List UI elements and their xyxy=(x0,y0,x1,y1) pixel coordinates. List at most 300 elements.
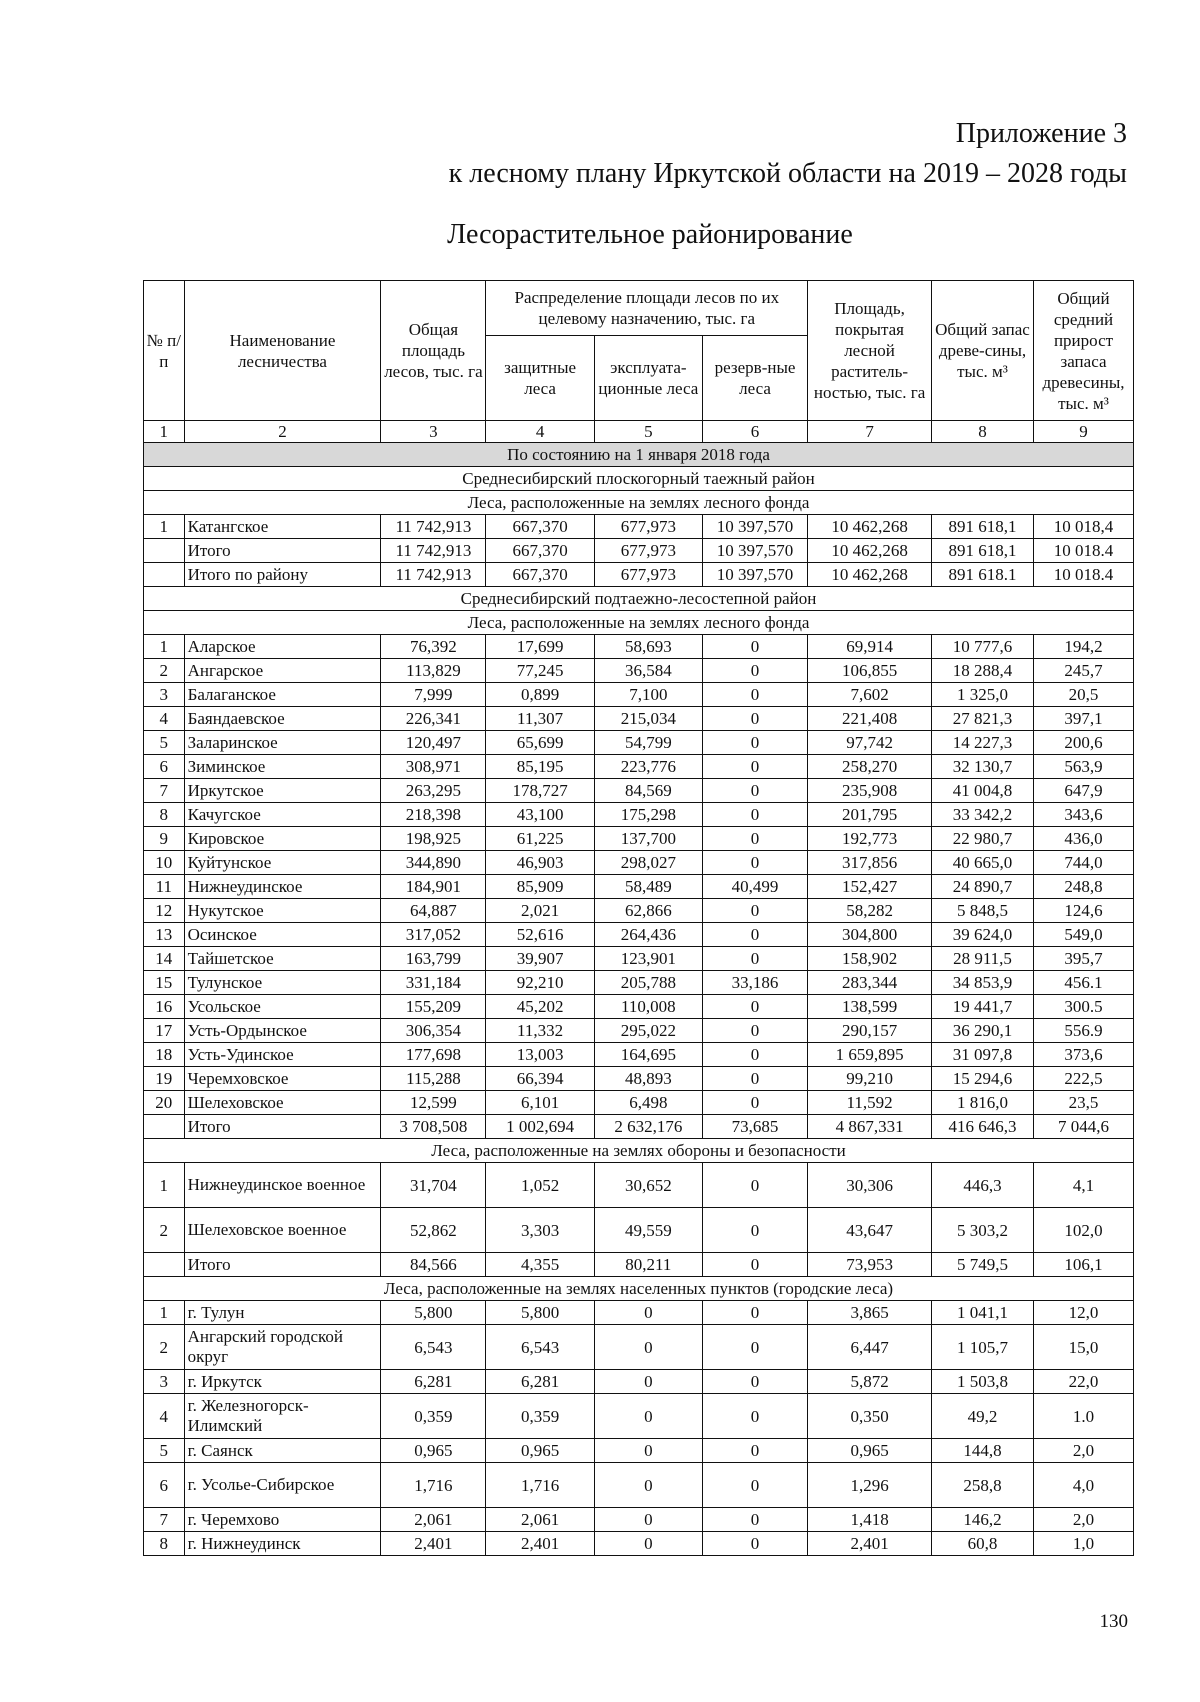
table-cell: 0,359 xyxy=(486,1394,594,1439)
table-cell: 24 890,7 xyxy=(932,875,1034,899)
table-cell: 10 777,6 xyxy=(932,635,1034,659)
table-cell: 10 462,268 xyxy=(808,563,932,587)
table-cell: 20 xyxy=(144,1091,185,1115)
table-cell: 0 xyxy=(594,1532,702,1556)
table-cell: 1.0 xyxy=(1034,1394,1134,1439)
table-cell: 397,1 xyxy=(1034,707,1134,731)
land-category: Леса, расположенные на землях лесного фонда xyxy=(144,611,1134,635)
table-cell: 1 503,8 xyxy=(932,1370,1034,1394)
table-cell: 0 xyxy=(702,1163,807,1208)
table-cell: 11,592 xyxy=(808,1091,932,1115)
table-cell: 0 xyxy=(702,1043,807,1067)
table-cell: 30,306 xyxy=(808,1163,932,1208)
table-cell: 58,282 xyxy=(808,899,932,923)
table-cell: 0 xyxy=(702,683,807,707)
table-cell: 0 xyxy=(702,1325,807,1370)
table-cell: 5,800 xyxy=(381,1301,486,1325)
table-cell: 194,2 xyxy=(1034,635,1134,659)
table-cell: 0 xyxy=(594,1370,702,1394)
table-cell: 158,902 xyxy=(808,947,932,971)
table-cell: 11 742,913 xyxy=(381,515,486,539)
table-cell: 144,8 xyxy=(932,1439,1034,1463)
table-row xyxy=(144,1532,1134,1556)
table-cell: 39,907 xyxy=(486,947,594,971)
table-cell: 0 xyxy=(702,1067,807,1091)
table-cell: 10 xyxy=(144,851,185,875)
table-cell: 667,370 xyxy=(486,515,594,539)
table-cell: 0,359 xyxy=(381,1394,486,1439)
table-cell: 0 xyxy=(702,1370,807,1394)
table-row xyxy=(144,1439,1134,1463)
table-cell: 49,559 xyxy=(594,1208,702,1253)
table-row xyxy=(144,827,1134,851)
table-cell: 11,332 xyxy=(486,1019,594,1043)
table-cell: 18 288,4 xyxy=(932,659,1034,683)
table-cell: 0 xyxy=(702,659,807,683)
table-cell: 4 xyxy=(144,1394,185,1439)
table-cell: 5,872 xyxy=(808,1370,932,1394)
header-protective: защитные леса xyxy=(486,336,594,421)
table-cell: 27 821,3 xyxy=(932,707,1034,731)
table-cell: 0,965 xyxy=(381,1439,486,1463)
forestry-name: Качугское xyxy=(184,803,381,827)
table-cell: 677,973 xyxy=(594,563,702,587)
table-cell: 6,101 xyxy=(486,1091,594,1115)
table-cell: 344,890 xyxy=(381,851,486,875)
forestry-name: Зиминское xyxy=(184,755,381,779)
table-cell: 3 xyxy=(144,683,185,707)
table-cell: 7 044,6 xyxy=(1034,1115,1134,1139)
table-cell: 84,569 xyxy=(594,779,702,803)
forestry-name: Заларинское xyxy=(184,731,381,755)
table-cell: 102,0 xyxy=(1034,1208,1134,1253)
table-cell: 10 397,570 xyxy=(702,539,807,563)
forestry-name: Иркутское xyxy=(184,779,381,803)
header-num: № п/п xyxy=(144,281,185,421)
table-cell: 295,022 xyxy=(594,1019,702,1043)
table-cell: 3 708,508 xyxy=(381,1115,486,1139)
forestry-name: Осинское xyxy=(184,923,381,947)
table-row xyxy=(144,803,1134,827)
column-number: 7 xyxy=(808,421,932,443)
table-row xyxy=(144,947,1134,971)
table-cell: 2,401 xyxy=(486,1532,594,1556)
table-cell: 138,599 xyxy=(808,995,932,1019)
table-cell: 15 294,6 xyxy=(932,1067,1034,1091)
appendix-reference: к лесному плану Иркутской области на 2019 – 2028 годы xyxy=(448,158,1127,189)
table-cell: 41 004,8 xyxy=(932,779,1034,803)
forestry-name: Итого по району xyxy=(184,563,381,587)
table-cell: 373,6 xyxy=(1034,1043,1134,1067)
table-cell: 0 xyxy=(702,1253,807,1277)
table-cell: 19 441,7 xyxy=(932,995,1034,1019)
table-cell: 0 xyxy=(702,1091,807,1115)
land-category: Леса, расположенные на землях населенных пунктов (городские леса) xyxy=(144,1277,1134,1301)
table-cell: 2,021 xyxy=(486,899,594,923)
table-cell: 43,100 xyxy=(486,803,594,827)
table-cell: 1 816,0 xyxy=(932,1091,1034,1115)
table-cell: 298,027 xyxy=(594,851,702,875)
table-cell: 77,245 xyxy=(486,659,594,683)
table-cell: 6,281 xyxy=(486,1370,594,1394)
table-cell: 31 097,8 xyxy=(932,1043,1034,1067)
table-cell: 549,0 xyxy=(1034,923,1134,947)
table-cell: 34 853,9 xyxy=(932,971,1034,995)
table-row xyxy=(144,755,1134,779)
table-cell: 80,211 xyxy=(594,1253,702,1277)
table-cell: 1 xyxy=(144,1301,185,1325)
table-cell: 0 xyxy=(594,1301,702,1325)
forestry-name: Усть-Ордынское xyxy=(184,1019,381,1043)
table-cell: 248,8 xyxy=(1034,875,1134,899)
table-cell: 31,704 xyxy=(381,1163,486,1208)
table-row xyxy=(144,515,1134,539)
table-cell: 891 618,1 xyxy=(932,539,1034,563)
table-row xyxy=(144,1208,1134,1253)
header-avg-increment: Общий средний прирост запаса древесины, тыс. м³ xyxy=(1034,281,1134,421)
table-row xyxy=(144,1253,1134,1277)
table-cell: 84,566 xyxy=(381,1253,486,1277)
table-cell: 290,157 xyxy=(808,1019,932,1043)
table-cell: 198,925 xyxy=(381,827,486,851)
forestry-name: Усольское xyxy=(184,995,381,1019)
table-row xyxy=(144,659,1134,683)
table-cell: 11 742,913 xyxy=(381,539,486,563)
table-cell: 0 xyxy=(702,707,807,731)
table-cell: 1 xyxy=(144,515,185,539)
table-cell: 215,034 xyxy=(594,707,702,731)
table-cell: 456.1 xyxy=(1034,971,1134,995)
table-cell: 45,202 xyxy=(486,995,594,1019)
table-cell: 15 xyxy=(144,971,185,995)
table-row xyxy=(144,1115,1134,1139)
table-row xyxy=(144,875,1134,899)
table-cell: 14 xyxy=(144,947,185,971)
forestry-name: Тулунское xyxy=(184,971,381,995)
column-number: 4 xyxy=(486,421,594,443)
table-cell: 3 xyxy=(144,1370,185,1394)
table-cell: 10 018,4 xyxy=(1034,515,1134,539)
table-cell: 19 xyxy=(144,1067,185,1091)
table-row xyxy=(144,1067,1134,1091)
appendix-caption xyxy=(449,114,1127,194)
table-cell: 54,799 xyxy=(594,731,702,755)
table-row xyxy=(144,707,1134,731)
table-cell: 0,899 xyxy=(486,683,594,707)
table-cell: 10 462,268 xyxy=(808,515,932,539)
forestry-name: г. Железногорск-Илимский xyxy=(184,1394,381,1439)
table-cell: 6,447 xyxy=(808,1325,932,1370)
table-cell: 36 290,1 xyxy=(932,1019,1034,1043)
region-title-row xyxy=(144,587,1134,611)
table-cell: 0 xyxy=(702,779,807,803)
table-cell: 300.5 xyxy=(1034,995,1134,1019)
forestry-name: Черемховское xyxy=(184,1067,381,1091)
table-cell: 4,355 xyxy=(486,1253,594,1277)
table-cell: 2,401 xyxy=(381,1532,486,1556)
table-row xyxy=(144,1370,1134,1394)
table-cell: 891 618.1 xyxy=(932,563,1034,587)
table-cell: 258,270 xyxy=(808,755,932,779)
table-row xyxy=(144,1463,1134,1508)
region-title: Среднесибирский подтаежно-лесостепной район xyxy=(144,587,1134,611)
table-cell: 85,909 xyxy=(486,875,594,899)
table-cell: 6,498 xyxy=(594,1091,702,1115)
table-cell: 223,776 xyxy=(594,755,702,779)
table-cell: 6 xyxy=(144,755,185,779)
table-cell: 245,7 xyxy=(1034,659,1134,683)
table-cell: 48,893 xyxy=(594,1067,702,1091)
table-cell: 73,685 xyxy=(702,1115,807,1139)
table-cell: 1 325,0 xyxy=(932,683,1034,707)
table-cell: 235,908 xyxy=(808,779,932,803)
table-body xyxy=(144,421,1134,1556)
table-cell: 218,398 xyxy=(381,803,486,827)
table-cell: 1 659,895 xyxy=(808,1043,932,1067)
table-cell: 7 xyxy=(144,1508,185,1532)
table-cell: 39 624,0 xyxy=(932,923,1034,947)
forestry-name: г. Черемхово xyxy=(184,1508,381,1532)
table-cell: 0 xyxy=(702,803,807,827)
table-cell: 17 xyxy=(144,1019,185,1043)
column-number: 8 xyxy=(932,421,1034,443)
table-row xyxy=(144,851,1134,875)
table-cell: 0 xyxy=(702,731,807,755)
forestry-name: Ангарское xyxy=(184,659,381,683)
land-category: Леса, расположенные на землях лесного фонда xyxy=(144,491,1134,515)
column-number: 9 xyxy=(1034,421,1134,443)
header-exploitation: эксплуата-ционные леса xyxy=(594,336,702,421)
forestry-name: Шелеховское военное xyxy=(184,1208,381,1253)
table-row xyxy=(144,683,1134,707)
land-category-row xyxy=(144,1139,1134,1163)
column-number: 1 xyxy=(144,421,185,443)
forest-zoning-table xyxy=(143,280,1134,1556)
table-cell: 647,9 xyxy=(1034,779,1134,803)
table-cell: 120,497 xyxy=(381,731,486,755)
table-cell xyxy=(144,1115,185,1139)
table-row xyxy=(144,779,1134,803)
table-cell: 58,693 xyxy=(594,635,702,659)
table-row xyxy=(144,539,1134,563)
forestry-name: г. Саянск xyxy=(184,1439,381,1463)
table-row xyxy=(144,923,1134,947)
table-cell: 60,8 xyxy=(932,1532,1034,1556)
region-title-row xyxy=(144,467,1134,491)
table-cell: 263,295 xyxy=(381,779,486,803)
table-cell: 6,543 xyxy=(486,1325,594,1370)
table-cell: 0 xyxy=(702,947,807,971)
table-cell: 2,061 xyxy=(486,1508,594,1532)
region-title: Среднесибирский плоскогорный таежный район xyxy=(144,467,1134,491)
table-cell: 1,716 xyxy=(486,1463,594,1508)
table-cell: 1 xyxy=(144,1163,185,1208)
table-cell: 0 xyxy=(702,1532,807,1556)
land-category: Леса, расположенные на землях обороны и безопасности xyxy=(144,1139,1134,1163)
table-cell: 14 227,3 xyxy=(932,731,1034,755)
forestry-name: Нукутское xyxy=(184,899,381,923)
table-cell: 97,742 xyxy=(808,731,932,755)
table-cell: 0 xyxy=(702,635,807,659)
table-cell: 6,543 xyxy=(381,1325,486,1370)
land-category-row xyxy=(144,611,1134,635)
forestry-name: г. Иркутск xyxy=(184,1370,381,1394)
table-cell: 12,0 xyxy=(1034,1301,1134,1325)
table-cell: 30,652 xyxy=(594,1163,702,1208)
table-cell: 5 848,5 xyxy=(932,899,1034,923)
table-cell: 201,795 xyxy=(808,803,932,827)
table-cell: 258,8 xyxy=(932,1463,1034,1508)
table-cell: 222,5 xyxy=(1034,1067,1134,1091)
forestry-name: Итого xyxy=(184,539,381,563)
table-cell: 177,698 xyxy=(381,1043,486,1067)
table-row xyxy=(144,1508,1134,1532)
table-cell: 52,862 xyxy=(381,1208,486,1253)
header-reserve: резерв-ные леса xyxy=(702,336,807,421)
table-cell: 2 xyxy=(144,1325,185,1370)
table-cell: 0 xyxy=(702,827,807,851)
table-cell: 0 xyxy=(702,899,807,923)
table-cell: 65,699 xyxy=(486,731,594,755)
column-number: 5 xyxy=(594,421,702,443)
table-cell: 40 665,0 xyxy=(932,851,1034,875)
header-distribution: Распределение площади лесов по их целевому назначению, тыс. га xyxy=(486,281,808,336)
table-cell: 0 xyxy=(594,1439,702,1463)
table-cell: 52,616 xyxy=(486,923,594,947)
table-cell: 0 xyxy=(702,755,807,779)
table-row xyxy=(144,971,1134,995)
table-cell: 304,800 xyxy=(808,923,932,947)
table-cell: 13,003 xyxy=(486,1043,594,1067)
table-cell: 110,008 xyxy=(594,995,702,1019)
table-cell: 0 xyxy=(594,1325,702,1370)
forestry-name: Итого xyxy=(184,1115,381,1139)
table-cell: 28 911,5 xyxy=(932,947,1034,971)
table-cell: 192,773 xyxy=(808,827,932,851)
table-cell: 395,7 xyxy=(1034,947,1134,971)
table-cell: 1,296 xyxy=(808,1463,932,1508)
date-band-row xyxy=(144,443,1134,467)
table-row xyxy=(144,1301,1134,1325)
column-number: 2 xyxy=(184,421,381,443)
header-covered-area: Площадь, покрытая лесной раститель-ностью, тыс. га xyxy=(808,281,932,421)
table-cell: 677,973 xyxy=(594,539,702,563)
table-cell: 416 646,3 xyxy=(932,1115,1034,1139)
table-cell: 33,186 xyxy=(702,971,807,995)
table-cell: 146,2 xyxy=(932,1508,1034,1532)
table-cell: 0,965 xyxy=(486,1439,594,1463)
table-cell: 12,599 xyxy=(381,1091,486,1115)
table-cell: 11 742,913 xyxy=(381,563,486,587)
table-cell: 0 xyxy=(702,1019,807,1043)
table-row xyxy=(144,635,1134,659)
table-cell: 2 xyxy=(144,659,185,683)
table-cell: 22,0 xyxy=(1034,1370,1134,1394)
table-cell: 1,052 xyxy=(486,1163,594,1208)
forestry-name: Балаганское xyxy=(184,683,381,707)
table-cell: 0,965 xyxy=(808,1439,932,1463)
table-cell: 226,341 xyxy=(381,707,486,731)
forestry-name: Куйтунское xyxy=(184,851,381,875)
table-cell: 2,061 xyxy=(381,1508,486,1532)
table-cell: 20,5 xyxy=(1034,683,1134,707)
table-cell: 49,2 xyxy=(932,1394,1034,1439)
table-cell: 0 xyxy=(594,1394,702,1439)
table-cell: 36,584 xyxy=(594,659,702,683)
table-cell: 163,799 xyxy=(381,947,486,971)
table-cell: 12 xyxy=(144,899,185,923)
table-cell: 7,100 xyxy=(594,683,702,707)
forestry-name: г. Тулун xyxy=(184,1301,381,1325)
table-cell: 677,973 xyxy=(594,515,702,539)
table-cell: 106,855 xyxy=(808,659,932,683)
table-cell: 205,788 xyxy=(594,971,702,995)
table-cell: 5 749,5 xyxy=(932,1253,1034,1277)
table-cell: 113,829 xyxy=(381,659,486,683)
table-cell: 0 xyxy=(702,1301,807,1325)
table-cell xyxy=(144,539,185,563)
table-cell: 7,602 xyxy=(808,683,932,707)
table-cell xyxy=(144,1253,185,1277)
table-row xyxy=(144,995,1134,1019)
table-cell: 10 397,570 xyxy=(702,515,807,539)
table-cell: 0 xyxy=(702,995,807,1019)
table-cell: 1 002,694 xyxy=(486,1115,594,1139)
table-cell: 0 xyxy=(702,923,807,947)
table-row xyxy=(144,1163,1134,1208)
table-cell: 124,6 xyxy=(1034,899,1134,923)
table-cell: 5 xyxy=(144,1439,185,1463)
table-cell: 0,350 xyxy=(808,1394,932,1439)
table-cell: 10 397,570 xyxy=(702,563,807,587)
page-number: 130 xyxy=(1099,1611,1128,1632)
table-cell: 891 618,1 xyxy=(932,515,1034,539)
forestry-name: г. Нижнеудинск xyxy=(184,1532,381,1556)
table-row xyxy=(144,1091,1134,1115)
table-cell: 667,370 xyxy=(486,539,594,563)
table-cell: 2,0 xyxy=(1034,1508,1134,1532)
table-cell: 0 xyxy=(702,1394,807,1439)
table-cell: 64,887 xyxy=(381,899,486,923)
table-row xyxy=(144,1043,1134,1067)
land-category-row xyxy=(144,1277,1134,1301)
table-cell: 7 xyxy=(144,779,185,803)
forestry-name: Нижнеудинское военное xyxy=(184,1163,381,1208)
table-row xyxy=(144,1325,1134,1370)
table-row xyxy=(144,899,1134,923)
header-total-stock: Общий запас древе-сины, тыс. м³ xyxy=(932,281,1034,421)
table-cell: 4,0 xyxy=(1034,1463,1134,1508)
table-cell: 306,354 xyxy=(381,1019,486,1043)
table-cell: 16 xyxy=(144,995,185,1019)
table-cell: 556.9 xyxy=(1034,1019,1134,1043)
table-cell: 32 130,7 xyxy=(932,755,1034,779)
table-cell: 0 xyxy=(702,1439,807,1463)
table-cell: 11 xyxy=(144,875,185,899)
table-cell: 563,9 xyxy=(1034,755,1134,779)
table-cell: 115,288 xyxy=(381,1067,486,1091)
table-cell: 66,394 xyxy=(486,1067,594,1091)
document-title: Лесорастительное районирование xyxy=(447,219,853,250)
table-cell: 0 xyxy=(594,1463,702,1508)
table-cell: 308,971 xyxy=(381,755,486,779)
table-cell: 62,866 xyxy=(594,899,702,923)
appendix-number: Приложение 3 xyxy=(955,118,1127,149)
forestry-name: Шелеховское xyxy=(184,1091,381,1115)
table-cell: 264,436 xyxy=(594,923,702,947)
table-cell: 11,307 xyxy=(486,707,594,731)
table-cell: 744,0 xyxy=(1034,851,1134,875)
